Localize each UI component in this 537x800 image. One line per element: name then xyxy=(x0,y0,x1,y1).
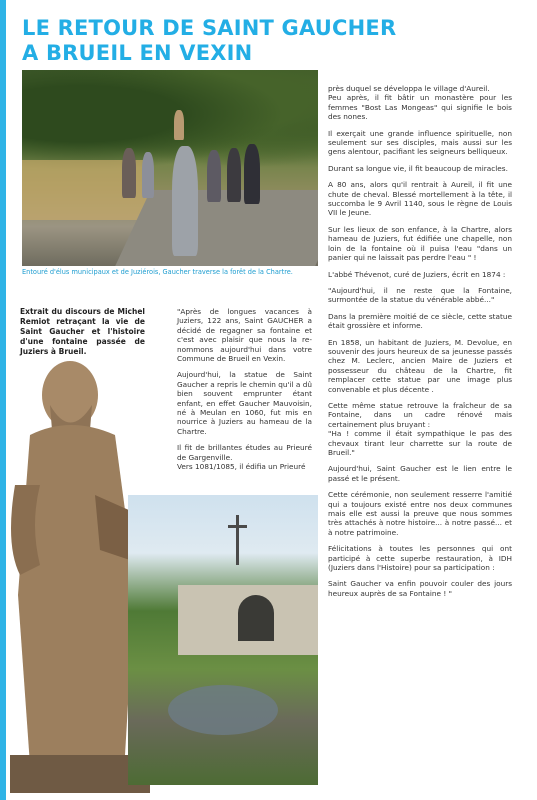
photo-person xyxy=(172,146,198,256)
photo-person xyxy=(142,152,154,198)
photo-cross xyxy=(236,515,239,565)
title-line-2: A BRUEIL EN VEXIN xyxy=(22,41,253,65)
paragraph: Sur les lieux de son enfance, à la Chartre, alors hameau de Juziers, fut édifiée une chapelle, non loin de la fontaine où il puisa l'eau "dans un panier qui ne laissait pas perdre l'eau " ! xyxy=(328,224,512,263)
extract-label: Extrait du discours de Michel Remiot retraçant la vie de Saint Gaucher et l'histoire d'une fontaine passée de Juziers à Brueil. xyxy=(20,307,145,356)
paragraph: Cette même statue retrouve la fraîcheur de sa Fontaine, dans un cadre rénové mais certainement plus bruyant : xyxy=(328,400,512,429)
paragraph: Aujourd'hui, Saint Gaucher est le lien entre le passé et le présent. xyxy=(328,464,512,483)
speech-column-right xyxy=(328,84,512,605)
photo-caption: Entouré d'élus municipaux et de Juziérois, Gaucher traverse la forêt de la Chartre. xyxy=(22,268,293,276)
paragraph: En 1858, un habitant de Juziers, M. Devolue, en souvenir des jours heureux de sa jeunesse passés chez M. Leclerc, ancien Maire de Juziers et possesseur du château de la Chartre, fit remplacer cette statue par une image plus convenable et plus décente . xyxy=(328,337,512,394)
title-line-1: LE RETOUR DE SAINT GAUCHER xyxy=(22,16,397,40)
paragraph: "Ha ! comme il était sympathique le pas des chevaux tirant leur charrette sur la route de Brueil." xyxy=(328,429,512,457)
photo-person xyxy=(244,144,260,204)
paragraph: "Après de longues vacances à Juziers, 122 ans, Saint GAUCHER a décidé de regagner sa fontaine et c'est avec plaisir que nous la re-nommons aujourd'hui dans votre Commune de Brueil en Vexin. xyxy=(177,307,312,364)
fountain-arch xyxy=(238,595,274,641)
paragraph: près duquel se développa le village d'Aureil. xyxy=(328,84,490,93)
procession-photo xyxy=(22,70,318,266)
paragraph: L'abbé Thévenot, curé de Juziers, écrit en 1874 : xyxy=(328,269,506,279)
paragraph: A 80 ans, alors qu'il rentrait à Aureil, il fit une chute de cheval. Blessé mortellement à la tête, il succomba le 9 Avril 1140, sous le règne de Louis VII le Jeune. xyxy=(328,180,512,218)
paragraph: Dans la première moitié de ce siècle, cette statue était grossière et informe. xyxy=(328,311,512,331)
paragraph: Durant sa longue vie, il fit beaucoup de miracles. xyxy=(328,163,508,173)
fountain-photo xyxy=(128,495,318,785)
statue-robe xyxy=(18,425,135,765)
page-title xyxy=(22,16,442,66)
photo-statue-carried xyxy=(174,110,184,140)
speech-column-middle xyxy=(177,307,312,479)
paragraph: Peu après, il fit bâtir un monastère pour les femmes "Bost Las Mongeas" qui signifie le bois des nones. xyxy=(328,93,512,122)
paragraph: Aujourd'hui, la statue de Saint Gaucher a repris le chemin qu'il a dû bien souvent emprunter étant enfant, en effet Gaucher Mauvoisin, né à Meulan en 1060, fut mis en nourrice à Juziers au hameau de la Chartre. xyxy=(177,370,312,436)
fountain-pond xyxy=(168,685,278,735)
photo-person xyxy=(207,150,221,202)
paragraph: "Aujourd'hui, il ne reste que la Fontaine, surmontée de la statue du vénérable abbé..." xyxy=(328,285,512,305)
photo-person xyxy=(227,148,241,202)
paragraph: Vers 1081/1085, il édifia un Prieuré xyxy=(177,462,306,472)
paragraph: Il exerçait une grande influence spirituelle, non seulement sur ses disciples, mais aussi sur les gens alentour, pacifiant les seigneurs belliqueux. xyxy=(328,128,512,157)
paragraph: Saint Gaucher va enfin pouvoir couler des jours heureux auprès de sa Fontaine ! " xyxy=(328,579,512,598)
paragraph: Cette cérémonie, non seulement resserre l'amitié qui a toujours existé entre nos deux communes mais elle est aussi la preuve que nous sommes très attachés à notre histoire... à notre passé... et à notre patrimoine. xyxy=(328,490,512,537)
paragraph: Il fit de brillantes études au Prieuré de Gargenville. xyxy=(177,443,312,462)
paragraph: Félicitations à toutes les personnes qui ont participé à cette superbe restauration, à IDH (Juziers dans l'Histoire) pour sa participation : xyxy=(328,544,512,573)
photo-person xyxy=(122,148,136,198)
